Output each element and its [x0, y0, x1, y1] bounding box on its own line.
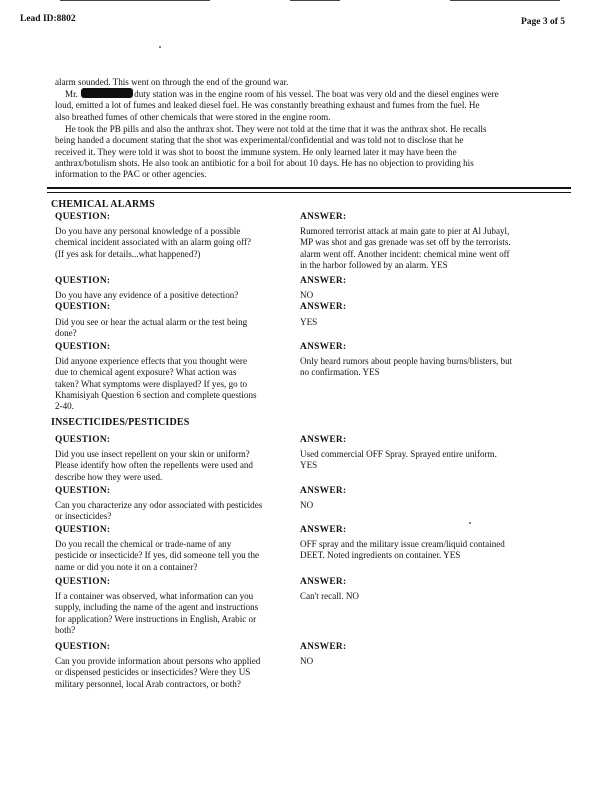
text-line: information to the PAC or other agencies. [55, 169, 207, 180]
answer-label: ANSWER: [300, 577, 347, 587]
text-line: (If yes ask for details...what happened?) [55, 248, 201, 259]
answer-text [300, 356, 512, 379]
text-line: Do you recall the chemical or trade-name of any [55, 539, 232, 549]
text-fragment: Mr. [65, 89, 78, 99]
text-line: Can you characterize any odor associated with pesticides [55, 500, 263, 510]
text-line: done? [55, 328, 77, 339]
answer-text [300, 500, 313, 511]
intro-paragraph-3 [55, 124, 487, 180]
text-line: being handed a document stating that the shot was experimental/confidential and was told not to disclose that he [55, 135, 464, 146]
section-title-insecticides: INSECTICIDES/PESTICIDES [51, 417, 190, 428]
text-line: chemical incident associated with an alarm going off? [55, 237, 252, 248]
answer-text [300, 226, 511, 271]
section-title-chemical-alarms: CHEMICAL ALARMS [51, 199, 155, 210]
question-text [55, 317, 247, 340]
text-line: Used commercial OFF Spray. Sprayed entire uniform. [300, 449, 497, 459]
question-label: QUESTION: [55, 642, 111, 652]
question-text [55, 356, 257, 412]
question-label: QUESTION: [55, 486, 111, 496]
text-line: Please identify how often the repellents were used and [55, 460, 253, 471]
text-line: Rumored terrorist attack at main gate to pier at Al Jubayl, [300, 226, 510, 236]
text-line: Did you see or hear the actual alarm or the test being [55, 317, 248, 327]
scan-speck [159, 46, 161, 48]
scan-speck [469, 522, 471, 524]
text-line: Khamisiyah Question 6 section and complete questions [55, 389, 257, 400]
answer-text [300, 317, 317, 328]
question-label: QUESTION: [55, 525, 111, 535]
answer-label: ANSWER: [300, 212, 347, 222]
text-line: alarm went off. Another incident: chemical mine went off [300, 248, 510, 259]
text-line: in the harbor followed by an alarm. YES [300, 259, 448, 270]
text-line: Only heard rumors about people having burns/blisters, but [300, 356, 513, 366]
text-line: due to chemical agent exposure? What action was [55, 367, 237, 378]
question-text [55, 449, 253, 483]
text-line: YES [300, 317, 318, 327]
text-line: Do you have any personal knowledge of a possible [55, 226, 241, 236]
scan-top-line-right [450, 0, 560, 1]
intro-paragraph-1 [55, 77, 288, 88]
answer-text [300, 656, 313, 667]
text-line: Do you have any evidence of a positive detection? [55, 290, 239, 300]
text-line: supply, including the name of the agent and instructions [55, 602, 259, 613]
text-line: describe how they were used. [55, 471, 163, 482]
question-label: QUESTION: [55, 577, 111, 587]
text-line: NO [300, 500, 314, 510]
text-line: Did you use insect repellent on your skin or uniform? [55, 449, 250, 459]
text-line: anthrax/botulism shots. He also took an antibiotic for a boil for about 10 days. He has no objection to providing his [55, 157, 474, 168]
text-line [55, 88, 499, 100]
answer-label: ANSWER: [300, 435, 347, 445]
text-line: received it. They were told it was shot to boost the immune system. He only learned later it may have been the [55, 146, 457, 157]
redaction-box [81, 88, 133, 98]
text-line: Can you provide information about persons who applied [55, 656, 261, 666]
text-line: taken? What symptoms were displayed? If yes, go to [55, 378, 248, 389]
section-divider [47, 187, 571, 189]
text-line: DEET. Noted ingredients on container. YES [300, 550, 461, 561]
answer-text [300, 290, 313, 301]
text-line: If a container was observed, what information can you [55, 591, 254, 601]
answer-label: ANSWER: [300, 302, 347, 312]
answer-label: ANSWER: [300, 342, 347, 352]
scan-top-line-mid [290, 0, 340, 1]
text-line: military personnel, local Arab contractors, or both? [55, 678, 241, 689]
text-fragment: duty station was in the engine room of his vessel. The boat was very old and the diesel engines were [134, 89, 499, 99]
question-text [55, 539, 259, 573]
scan-top-line-left [60, 0, 210, 1]
text-line: YES [300, 460, 318, 471]
text-line: no confirmation. YES [300, 367, 380, 378]
question-text [55, 500, 262, 523]
question-text [55, 290, 238, 301]
answer-text [300, 539, 505, 562]
answer-label: ANSWER: [300, 486, 347, 496]
text-line: both? [55, 624, 76, 635]
text-line: also breathed fumes of other chemicals that were stored in the engine room. [55, 111, 331, 122]
answer-text [300, 449, 497, 472]
question-text [55, 591, 258, 636]
text-line: or insecticides? [55, 511, 112, 522]
text-line: MP was shot and gas grenade was set off by the terrorists. [300, 237, 511, 248]
answer-label: ANSWER: [300, 525, 347, 535]
page-number: Page 3 of 5 [521, 17, 566, 27]
intro-paragraph-2 [55, 88, 499, 123]
section-divider-thin [47, 192, 571, 193]
text-line: Can't recall. NO [300, 591, 359, 601]
question-label: QUESTION: [55, 212, 111, 222]
text-line: loud, emitted a lot of fumes and leaked diesel fuel. He was constantly breathing exhaust and fumes from the fuel. He [55, 100, 480, 111]
text-line: OFF spray and the military issue cream/liquid contained [300, 539, 505, 549]
text-line: name or did you note it on a container? [55, 561, 198, 572]
lead-id: Lead ID:8802 [20, 14, 76, 24]
text-line: 2-40. [55, 401, 74, 412]
text-line: or dispensed pesticides or insecticides? Were they US [55, 667, 251, 678]
text-line: for application? Were instructions in English, Arabic or [55, 613, 257, 624]
answer-label: ANSWER: [300, 276, 347, 286]
text-line: NO [300, 656, 314, 666]
text-line: Did anyone experience effects that you thought were [55, 356, 247, 366]
question-text [55, 226, 251, 260]
text-line: pesticide or insecticide? If yes, did someone tell you the [55, 550, 260, 561]
question-label: QUESTION: [55, 276, 111, 286]
question-text [55, 656, 260, 690]
text-line: alarm sounded. This went on through the end of the ground war. [55, 77, 289, 87]
answer-text [300, 591, 359, 602]
text-line: He took the PB pills and also the anthrax shot. They were not told at the time that it was the anthrax shot. He recalls [65, 124, 487, 134]
text-line: NO [300, 290, 314, 300]
question-label: QUESTION: [55, 435, 111, 445]
question-label: QUESTION: [55, 342, 111, 352]
answer-label: ANSWER: [300, 642, 347, 652]
question-label: QUESTION: [55, 302, 111, 312]
